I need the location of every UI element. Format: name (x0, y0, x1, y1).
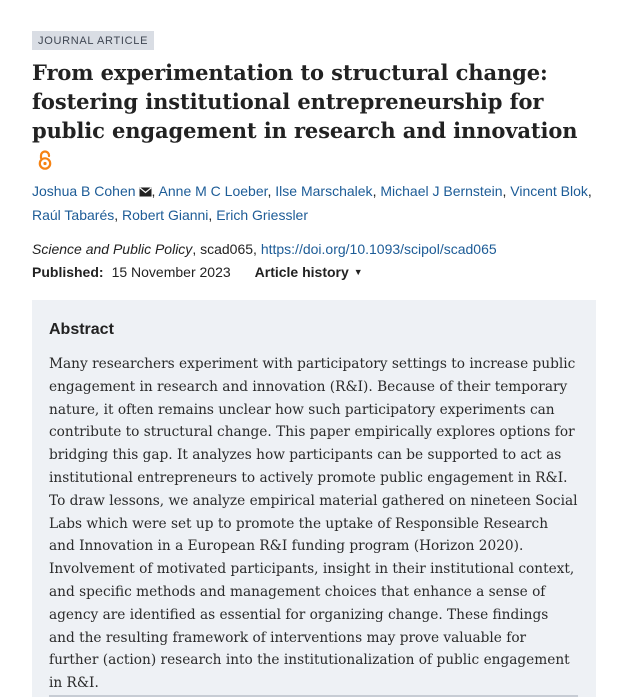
envelope-icon[interactable] (139, 181, 152, 204)
doi-link[interactable]: https://doi.org/10.1093/scipol/scad065 (260, 241, 497, 257)
author-list (32, 180, 596, 227)
author-link[interactable]: Ilse Marschalek (275, 183, 373, 199)
author-link[interactable]: Robert Gianni (122, 207, 209, 223)
author-link[interactable]: Anne M C Loeber (158, 183, 268, 199)
article-header (32, 31, 596, 326)
author-separator: , (587, 183, 592, 199)
author-link[interactable]: Michael J Bernstein (380, 183, 503, 199)
citation-line (32, 239, 596, 259)
article-history-toggle[interactable] (255, 262, 363, 282)
author-separator: , (502, 183, 507, 199)
open-access-lock-icon (38, 148, 52, 177)
author-separator: , (267, 183, 272, 199)
author-separator: , (208, 207, 213, 223)
author-link[interactable]: Raúl Tabarés (32, 207, 115, 223)
published-label: Published: (32, 264, 104, 280)
author-separator: , (372, 183, 377, 199)
author-link[interactable]: Erich Griessler (216, 207, 308, 223)
author-separator: , (114, 207, 119, 223)
caret-down-icon: ▼ (353, 267, 363, 277)
journal-name: Science and Public Policy (32, 241, 193, 257)
article-history-label: Article history (254, 264, 349, 280)
author-separator: , (151, 183, 156, 199)
article-type-badge: JOURNAL ARTICLE (32, 31, 154, 50)
publication-row (32, 262, 596, 282)
author-link[interactable]: Joshua B Cohen (32, 183, 136, 199)
abstract-text: Many researchers experiment with participatory settings to increase public engagement in research and innovation (R&I). Because of their temporary nature, it often remains unclear how such participatory experiments can contribute to structural change. This paper empirically explores options for bridging this gap. It analyzes how participants can be supported to act as institutional entrepreneurs to actively promote public engagement in R&I. To draw lessons, we analyze empirical material gathered on nineteen Social Labs which were set up to promote the uptake of Responsible Research and Innovation in a European R&I funding program (Horizon 2020). Involvement of motivated participants, insight in their institutional context, and specific methods and management choices that enhance a sense of agency are identified as essential for organizing change. These findings and the resulting framework of interventions may prove valuable for further (action) research into the institutionalization of public engagement in R&I. (49, 356, 578, 692)
article-title (32, 58, 596, 177)
published-date: 15 November 2023 (111, 264, 231, 280)
article-title-text: From experimentation to structural change: fostering institutional entrepreneurship for public engagement in research and innovation (32, 60, 578, 143)
article-id: , scad065, (192, 241, 261, 257)
abstract-heading: Abstract (49, 321, 114, 338)
abstract-section (32, 300, 596, 697)
author-link[interactable]: Vincent Blok (510, 183, 588, 199)
